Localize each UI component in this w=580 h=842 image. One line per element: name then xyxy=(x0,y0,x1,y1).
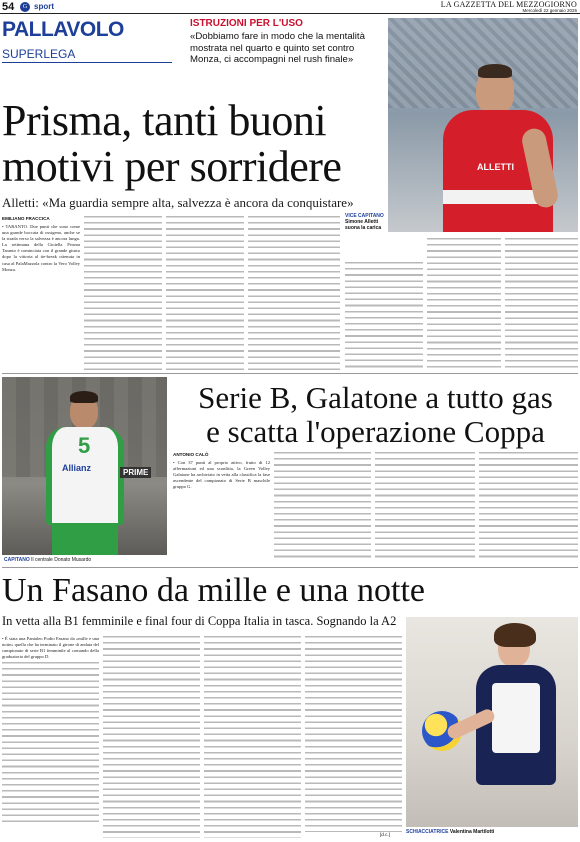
article3-subhead: In vetta alla B1 femminile e final four di Coppa Italia in tasca. Sognando la A2 xyxy=(2,614,397,628)
martilotti-photo xyxy=(406,617,578,827)
article1-column-1 xyxy=(2,224,80,370)
musardo-photo xyxy=(2,377,167,555)
article3-column-1 xyxy=(2,636,99,838)
league-kicker xyxy=(2,45,172,60)
caption-title: VICE CAPITANO xyxy=(345,213,384,219)
section-name: sport xyxy=(34,1,54,11)
issue-date: Mercoledì 22 gennaio 2025 xyxy=(522,8,577,13)
article1-headline-line1: Prisma, tanti buoni xyxy=(2,96,327,145)
article1-column-4 xyxy=(248,216,340,370)
player-jersey xyxy=(46,427,124,525)
section-logo xyxy=(20,2,54,12)
caption-text: Simone Alletti suona la carica xyxy=(345,219,382,231)
league-label: SUPERLEGA xyxy=(2,47,76,61)
article3-column-3 xyxy=(204,636,301,838)
article2-headline-line2: e scatta l'operazione Coppa xyxy=(206,414,545,449)
captain-caption xyxy=(4,557,169,563)
page-number: 54 xyxy=(2,1,15,13)
article3-lead: • È stata una Pantaleo Podio Fasano da «mille e una notte» quella che ha terminato il girone di andata del campionato di serie B1 femminile al comando della graduatoria del gruppo D. xyxy=(2,636,99,660)
article1-lead: • TARANTO. Due punti che sono come una grande boccata di ossigeno, anche se la strada verso la salvezza è ancora lunga. La settimana della Gioiella Prisma Taranto è cominciata con il grande giusto dopo la vittoria al tie-break ottenuta in casa al PalaMazzola contro la Vero Volley Monza. xyxy=(2,224,80,272)
player-hair xyxy=(70,391,98,403)
article3-column-4 xyxy=(305,636,402,832)
article2-column-2 xyxy=(274,452,371,560)
article1-byline: EMILIANO FRACCICA xyxy=(2,216,50,221)
quote-text: «Dobbiamo fare in modo che la mentalità mostrata nel quarto e quinto set contro Monza, ci accompagni nel rush finale» xyxy=(190,31,365,65)
player-hair xyxy=(478,64,512,78)
sponsor-banner: PRIME xyxy=(120,467,151,478)
article2-lead: • Con 37 punti al proprio attivo, frutto di 12 affermazioni ed una sconfitta, la Green Volley Galatone ha archiviato in vetta alla classifica la fase ascendente del campionato di Serie B maschile gruppo G. xyxy=(173,460,270,490)
article3-signoff: [d.c.] xyxy=(380,832,390,837)
paper-title: LA GAZZETTA DEL MEZZOGIORNO xyxy=(440,0,577,9)
article1-column-7 xyxy=(505,238,578,370)
caption-text: Valentina Martilotti xyxy=(449,829,495,835)
player-hair xyxy=(494,623,536,647)
quote-box xyxy=(190,18,385,93)
jersey-name: ALLETTI xyxy=(477,162,514,172)
article1-column-6 xyxy=(427,238,501,370)
jersey-number: 5 xyxy=(78,433,91,458)
sport-kicker: PALLAVOLO xyxy=(2,18,124,41)
article2-headline-line1: Serie B, Galatone a tutto gas xyxy=(198,380,553,415)
alletti-photo xyxy=(388,18,578,232)
vice-captain-caption xyxy=(345,213,390,231)
article1-column-5 xyxy=(345,262,423,370)
section-logo-icon: G xyxy=(20,2,30,12)
caption-title: CAPITANO xyxy=(4,557,30,563)
jersey-brand: Allianz xyxy=(62,463,92,473)
article2-column-1 xyxy=(173,460,270,560)
player-shorts xyxy=(52,523,118,555)
jersey-panel xyxy=(492,683,540,753)
article1-subhead: Alletti: «Ma guardia sempre alta, salvezza è ancora da conquistare» xyxy=(2,195,354,210)
player-jersey xyxy=(476,665,556,785)
article1-column-2 xyxy=(84,216,162,370)
article1-headline-line2: motivi per sorridere xyxy=(2,142,342,191)
article3-column-2 xyxy=(103,636,200,838)
caption-title: SCHIACCIATRICE xyxy=(406,829,449,835)
spiker-caption xyxy=(406,829,578,835)
article1-column-3 xyxy=(166,216,244,370)
quote-title: ISTRUZIONI PER L'USO xyxy=(190,18,303,29)
article2-byline: ANTONIO CALÒ xyxy=(173,452,209,457)
article2-headline xyxy=(173,381,578,449)
article2-column-3 xyxy=(375,452,475,560)
article3-headline: Un Fasano da mille e una notte xyxy=(2,572,426,609)
page-header xyxy=(0,0,580,14)
caption-text: Il centrale Donato Musardo xyxy=(31,557,92,563)
article1-headline xyxy=(2,98,386,190)
article2-column-4 xyxy=(479,452,578,560)
